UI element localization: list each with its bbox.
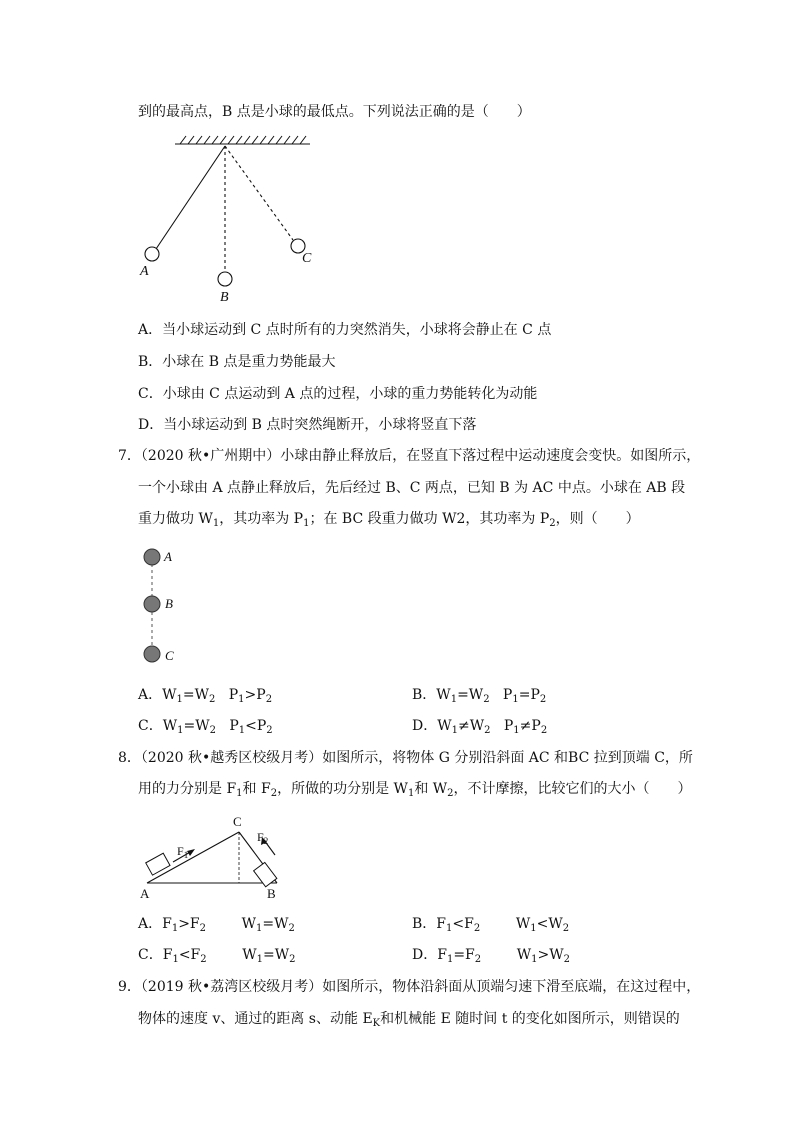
label-a: A (140, 264, 149, 279)
q6-option-b: B．小球在 B 点是重力势能最大 (138, 354, 336, 370)
q7-option-a: A．$W_1=W_2$ $P_1>P_2$ (138, 687, 273, 705)
q7-option-d: D．$W_1\ne W_2$ $P_1\ne P_2$ (412, 718, 548, 736)
q7-line-2: 一个小球由 A 点静止释放后，先后经过 B、C 两点，已知 B 为 AC 中点。小球在 AB 段 (138, 480, 686, 496)
q8-line-2: 用的力分别是 $F_1$和 $F_2$，所做的功分别是 $W_1$和 $W_2$，不计摩擦，比较它们的大小（ ） (138, 781, 692, 799)
ceiling-hatch (175, 136, 310, 144)
q8-line-1: 8．（2020 秋•越秀区校级月考）如图所示，将物体 G 分别沿斜面 AC 和BC 拉到顶端 C，所 (118, 750, 693, 766)
ball-b (144, 596, 160, 612)
label-b: B (267, 886, 276, 901)
q6-intro-tail: 到的最高点，B 点是小球的最低点。下列说法正确的是（ ） (138, 104, 531, 120)
string-a (156, 146, 225, 249)
q7-line-1: 7．（2020 秋•广州期中）小球由静止释放后，在竖直下落过程中运动速度会变快。如图所示， (118, 448, 701, 464)
q9-line-1: 9．（2019 秋•荔湾区校级月考）如图所示，物体沿斜面从顶端匀速下滑至底端，在这过程中， (118, 979, 701, 995)
q6-option-c: C．小球由 C 点运动到 A 点的过程，小球的重力势能转化为动能 (138, 386, 538, 402)
q7-option-b: B．$W_1=W_2$ $P_1=P_2$ (412, 687, 547, 705)
q9-line-2: 物体的速度 v、通过的距离 s、动能 $E_K$和机械能 E 随时间 t 的变化如图所示，则错误的 (138, 1011, 680, 1029)
string-c (225, 146, 293, 240)
q8-option-c: C．$F_1<F_2$ $W_1=W_2$ (138, 947, 296, 965)
q8-option-a: A．$F_1>F_2$ $W_1=W_2$ (138, 916, 295, 934)
falling-ball-figure (135, 540, 195, 670)
q8-option-b: B．$F_1<F_2$ $W_1<W_2$ (412, 916, 570, 934)
label-c: C (165, 648, 174, 663)
q6-option-d: D．当小球运动到 B 点时突然绳断开，小球将竖直下落 (138, 417, 477, 433)
label-b: B (165, 596, 173, 611)
q7-option-c: C．$W_1=W_2$ $P_1<P_2$ (138, 718, 273, 736)
ball-b (218, 272, 232, 286)
label-f1: $F_1$ (177, 844, 189, 860)
label-b: B (220, 290, 229, 305)
force-arrowhead-f1 (187, 849, 195, 856)
ball-a (144, 549, 160, 565)
label-f2: $F_2$ (257, 830, 269, 846)
label-a: A (164, 549, 172, 564)
pendulum-figure (130, 130, 340, 310)
ball-a (145, 247, 159, 261)
q8-option-d: D．$F_1=F_2$ $W_1>W_2$ (412, 947, 571, 965)
ball-c (144, 646, 160, 662)
label-c: C (233, 814, 242, 829)
incline-figure (135, 810, 305, 905)
label-a: A (140, 886, 150, 901)
q7-line-3: 重力做功 $W_1$，其功率为 $P_1$；在 BC 段重力做功 W2，其功率为 $P_2$，则（ ） (138, 511, 640, 529)
q6-option-a: A．当小球运动到 C 点时所有的力突然消失，小球将会静止在 C 点 (138, 322, 552, 338)
label-c: C (302, 251, 312, 266)
